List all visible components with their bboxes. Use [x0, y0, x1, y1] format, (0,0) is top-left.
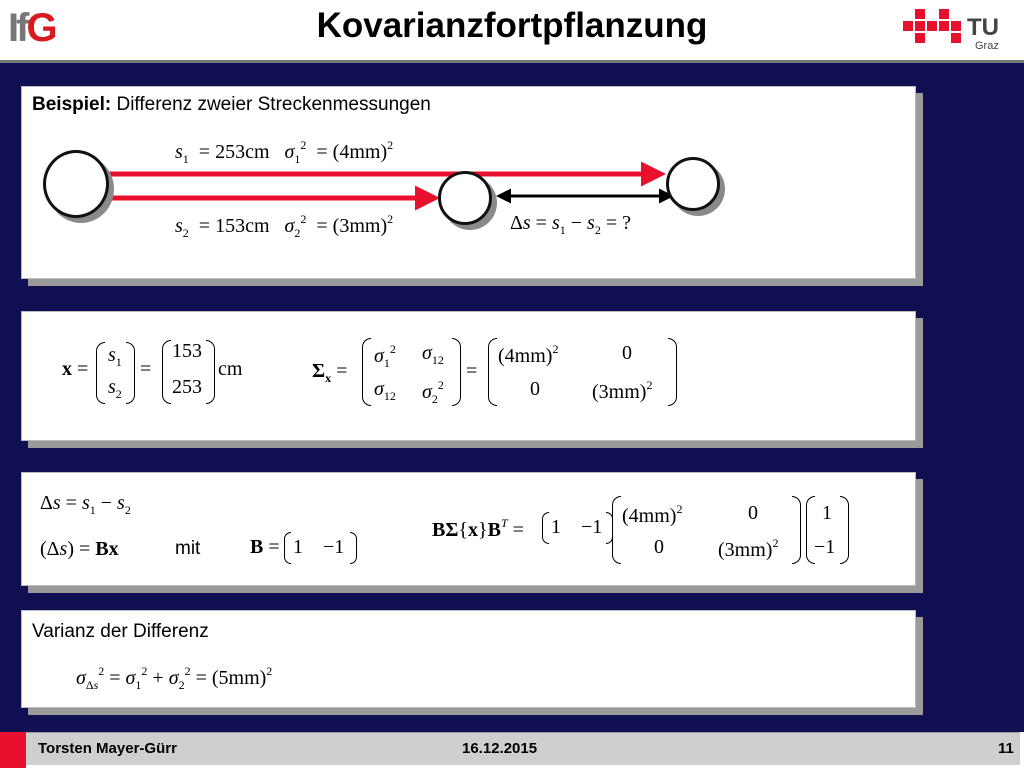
svg-text:TU: TU	[967, 14, 999, 41]
svg-text:Graz: Graz	[975, 40, 999, 52]
ifg-logo: IfG	[8, 6, 55, 50]
variance-heading: Varianz der Differenz	[32, 621, 209, 642]
header-divider	[0, 60, 1024, 63]
sigma-x-lhs: $\Sigma_x$ =	[312, 360, 348, 385]
tu-graz-logo	[903, 7, 1019, 55]
s2-formula: $s_2 = 153cm$ $\sigma_2^2 = (3mm)^2$	[175, 212, 394, 240]
s1-formula: $s_1 = 253cm$ $\sigma_1^2 = (4mm)^2$	[175, 138, 394, 166]
footer-page-number: 11	[998, 740, 1014, 757]
x-vector-lhs: x =	[62, 358, 89, 380]
footer-accent	[0, 732, 26, 768]
mit-label: mit	[175, 538, 201, 559]
example-heading: Beispiel: Differenz zweier Streckenmessungen	[32, 94, 431, 115]
footer-date: 16.12.2015	[462, 740, 538, 757]
footer-author: Torsten Mayer-Gürr	[38, 740, 177, 757]
bsigmabt-lhs: $B\Sigma\{x\}B^T$ =	[432, 516, 524, 541]
delta-s-definition: $\Delta s = s_1 - s_2$	[40, 492, 131, 517]
point-middle	[438, 171, 492, 225]
page-title: Kovarianzfortpflanzung	[316, 6, 708, 45]
b-matrix: B =	[250, 536, 280, 558]
variance-result: $\sigma_{\Delta s}^2 = \sigma_1^2 + \sigma_2^2 = (5mm)^2$	[76, 664, 273, 692]
delta-s-linear: (Δs) = Bx	[40, 538, 119, 560]
point-start	[43, 150, 109, 218]
delta-s-question: $\Delta s = s_1 - s_2$ = ?	[510, 212, 631, 237]
point-end	[666, 157, 720, 211]
